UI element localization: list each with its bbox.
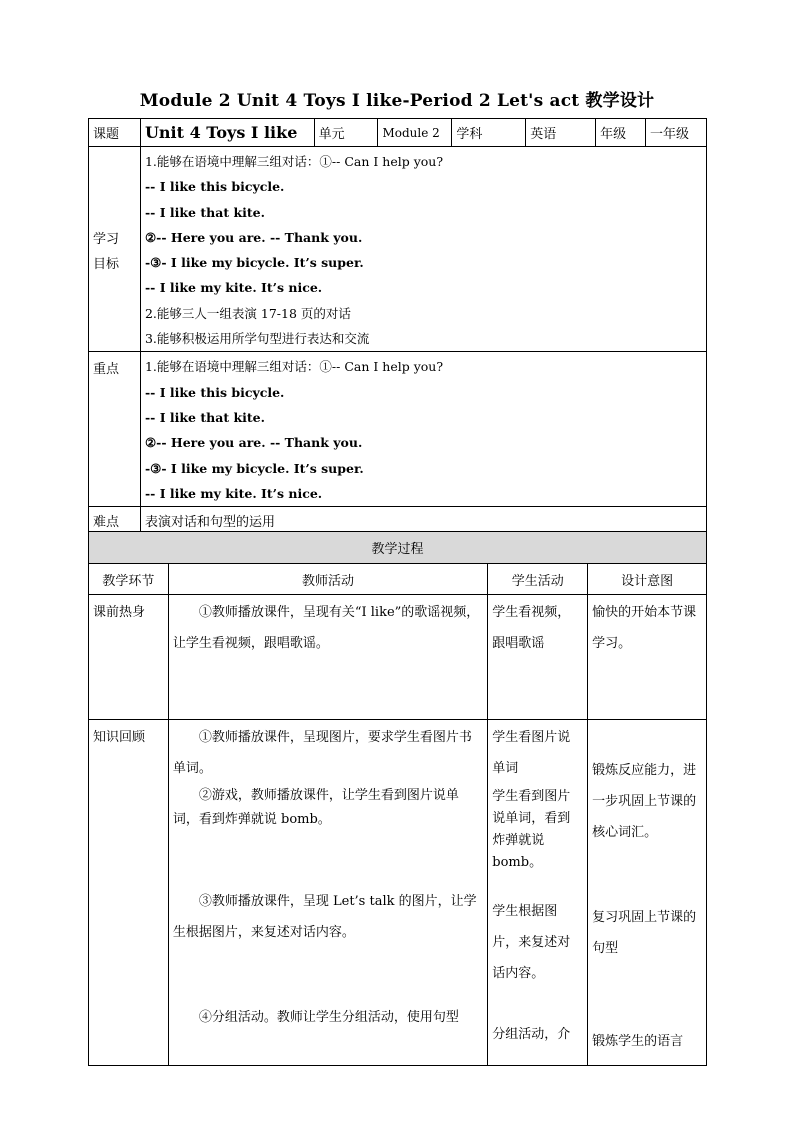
objective-line: 3.能够积极运用所学句型进行表达和交流	[144, 331, 370, 347]
subject-value: 英语	[526, 119, 596, 147]
unit-label: 单元	[314, 119, 378, 147]
objective-line: -③- I like my bicycle. It’s super.	[144, 255, 364, 271]
objective-line: -- I like my kite. It’s nice.	[144, 280, 323, 296]
warmup-teacher: ①教师播放课件，呈现有关“I like”的歌谣视频，让学生看视频，跟唱歌谣。	[168, 595, 487, 720]
key-points-label: 重点	[89, 352, 141, 507]
header-row	[89, 119, 707, 147]
key-point-line: -- I like my kite. It’s nice.	[144, 485, 323, 501]
teaching-process-table	[88, 531, 707, 1066]
unit-value: Module 2	[378, 119, 452, 147]
column-stage: 教学环节	[89, 564, 169, 595]
key-points-content	[140, 352, 706, 507]
key-point-line: -③- I like my bicycle. It’s super.	[144, 460, 364, 476]
grade-value: 一年级	[646, 119, 707, 147]
key-point-line: 1.能够在语境中理解三组对话：①-- Can I help you?	[144, 359, 444, 375]
review-student-step-4: 分组活动，介	[492, 1027, 571, 1042]
review-teacher-step-1: ①教师播放课件，呈现图片，要求学生看图片书单词。	[172, 730, 472, 776]
subject-label: 学科	[452, 119, 526, 147]
review-teacher-step-2: ②游戏，教师播放课件，让学生看到图片说单词，看到炸弹就说 bomb。	[172, 788, 459, 827]
warmup-row	[89, 595, 707, 720]
review-intent	[588, 720, 707, 1066]
topic-value: Unit 4 Toys I like	[140, 119, 314, 147]
difficulty-label: 难点	[89, 507, 141, 535]
difficulty-content: 表演对话和句型的运用	[140, 507, 706, 535]
key-points-row	[89, 352, 707, 507]
objectives-row	[89, 147, 707, 352]
objectives-label: 学习目标	[89, 147, 141, 352]
process-columns-row	[89, 564, 707, 595]
review-intent-2: 复习巩固上节课的句型	[592, 910, 697, 956]
review-row	[89, 720, 707, 1066]
key-point-line: ②-- Here you are. -- Thank you.	[144, 435, 363, 451]
review-student-step-2: 学生看到图片说单词，看到炸弹就说bomb。	[492, 789, 571, 870]
review-teacher-step-4: ④分组活动。教师让学生分组活动，使用句型	[198, 1010, 459, 1025]
key-point-line: -- I like this bicycle.	[144, 384, 285, 400]
objective-line: 2.能够三人一组表演 17-18 页的对话	[144, 305, 351, 321]
review-teacher-step-3: ③教师播放课件，呈现 Let’s talk 的图片，让学生根据图片，来复述对话内容。	[172, 894, 477, 940]
column-intent: 设计意图	[588, 564, 707, 595]
objective-line: ②-- Here you are. -- Thank you.	[144, 229, 363, 245]
review-student-step-3: 学生根据图片，来复述对话内容。	[492, 904, 571, 981]
review-student	[488, 720, 588, 1066]
warmup-stage: 课前热身	[89, 595, 169, 720]
process-heading: 教学过程	[89, 532, 707, 564]
objectives-content	[140, 147, 706, 352]
lesson-info-table	[88, 118, 707, 535]
review-teacher	[168, 720, 487, 1066]
key-point-line: -- I like that kite.	[144, 409, 265, 425]
objective-line: -- I like this bicycle.	[144, 179, 285, 195]
review-stage: 知识回顾	[89, 720, 169, 1066]
column-teacher: 教师活动	[168, 564, 487, 595]
process-heading-row	[89, 532, 707, 564]
page-title: Module 2 Unit 4 Toys I like-Period 2 Let's act 教学设计	[139, 91, 655, 111]
review-student-step-1: 学生看图片说单词	[492, 730, 571, 776]
objective-line: 1.能够在语境中理解三组对话：①-- Can I help you?	[144, 154, 444, 169]
warmup-student: 学生看视频，跟唱歌谣	[488, 595, 588, 720]
column-student: 学生活动	[488, 564, 588, 595]
grade-label: 年级	[596, 119, 646, 147]
topic-label: 课题	[89, 119, 141, 147]
review-intent-1: 锻炼反应能力，进一步巩固上节课的核心词汇。	[592, 763, 697, 840]
objective-line: -- I like that kite.	[144, 204, 265, 220]
warmup-intent: 愉快的开始本节课学习。	[588, 595, 707, 720]
review-intent-3: 锻炼学生的语言	[592, 1034, 684, 1049]
